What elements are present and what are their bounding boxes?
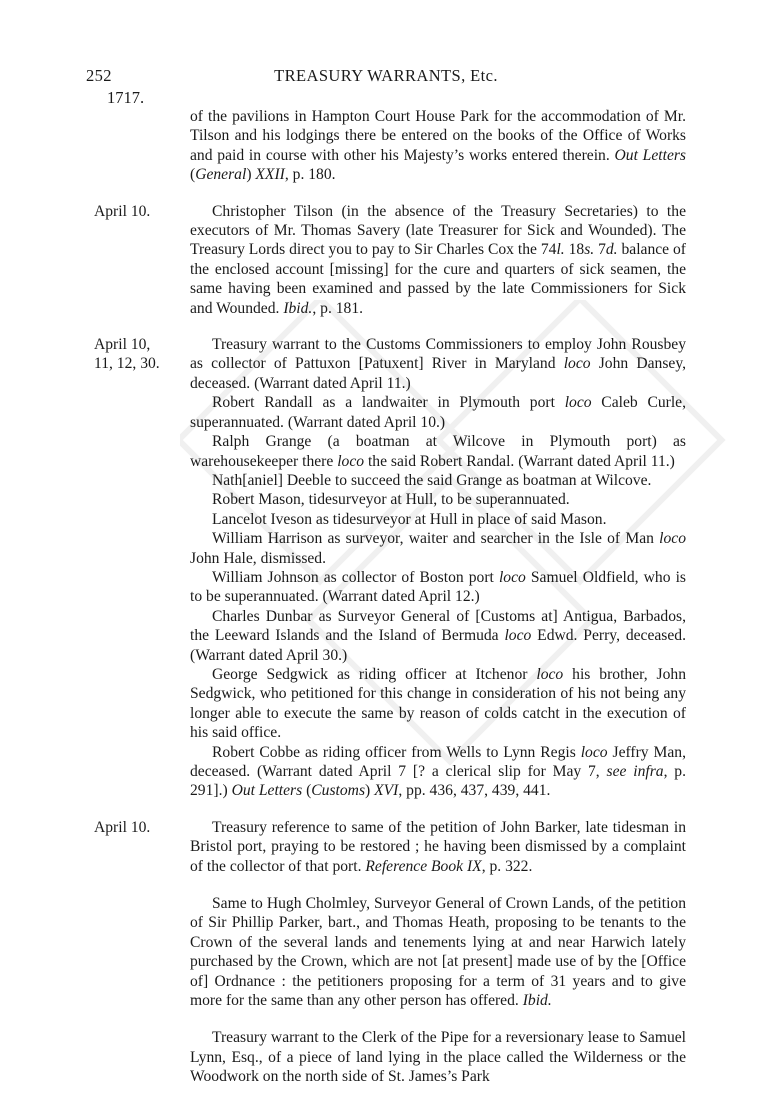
entry-text (190, 818, 686, 1087)
paragraph: Robert Mason, tidesurveyor at Hull, to be superannuated. (212, 491, 570, 509)
margin-date: April 10. (94, 818, 151, 836)
document-body (86, 107, 686, 1104)
paragraph: George Sedgwick as riding officer at Itchenor loco his brother, John Sedgwick, who petitioned for this change in consideration of his not being any longer able to execute the same by reason of colds catcht in the execution of his said office. (190, 665, 687, 742)
paragraph: Charles Dunbar as Surveyor General of [Customs at] Antigua, Barbados, the Leeward Islands and the Island of Bermuda loco Edwd. Perry, deceased. (Warrant dated April 30.) (190, 607, 686, 664)
margin-year: 1717. (107, 88, 145, 107)
margin-date (86, 107, 190, 185)
entry-text (190, 202, 686, 318)
paragraph: Lancelot Iveson as tidesurveyor at Hull in place of said Mason. (212, 510, 607, 528)
paragraph: William Johnson as collector of Boston port loco Samuel Oldfield, who is to be superannuated. (Warrant dated April 12.) (190, 568, 686, 606)
entry (86, 202, 686, 318)
paragraph: Christopher Tilson (in the absence of the Treasury Secretaries) to the executors of Mr. Thomas Savery (late Treasurer for Sick and Wounded). The Treasury Lords direct you to pay to Sir Charles Cox the 74l. 18s. 7d. balance of the enclosed account [missing] for the cure and quarters of sick seamen, the same having been examined and passed by the late Commissioners for Sick and Wounded. Ibid., p. 181. (190, 202, 687, 317)
entry (86, 107, 686, 185)
entry (86, 818, 686, 1087)
paragraph: Robert Cobbe as riding officer from Wells to Lynn Regis loco Jeffry Man, deceased. (Warrant dated April 7 [? a clerical slip for May 7, see infra, p. 291].) Out Letters (Customs) XVI, pp. 436, 437, 439, 441. (190, 743, 686, 800)
paragraph: Treasury warrant to the Customs Commissioners to employ John Rousbey as collector of Pattuxon [Patuxent] River in Maryland loco John Dansey, deceased. (Warrant dated April 11.) (190, 336, 686, 392)
entry-text (190, 107, 686, 185)
margin-date: April 10, 11, 12, 30. (94, 336, 160, 373)
page-number: 252 (86, 66, 112, 85)
running-title: TREASURY WARRANTS, Etc. (274, 66, 498, 85)
paragraph: Treasury reference to same of the petition of John Barker, late tidesman in Bristol port, praying to be restored ; he having been dismissed by a complaint of the collector of that port. Reference Book IX, p. 322. (190, 818, 686, 875)
paragraph: Ralph Grange (a boatman at Wilcove in Plymouth port) as warehousekeeper there loco the said Robert Randal. (Warrant dated April 11.) (190, 433, 686, 470)
running-header (86, 66, 686, 90)
paragraph: Same to Hugh Cholmley, Surveyor General of Crown Lands, of the petition of Sir Phillip Parker, bart., and Thomas Heath, proposing to be tenants to the Crown of the several lands and tenements lying at and near Harwich lately purchased by the Crown, which are not [at present] made use of by the [Office of] Ordnance : the petitioners proposing for a term of 31 years and to give more for the same than any other person has offered. Ibid. (190, 895, 686, 1010)
paragraph: Robert Randall as a landwaiter in Plymouth port loco Caleb Curle, superannuated. (Warrant dated April 10.) (190, 394, 686, 431)
paragraph: Nath[aniel] Deeble to succeed the said Grange as boatman at Wilcove. (212, 471, 652, 489)
paragraph: William Harrison as surveyor, waiter and searcher in the Isle of Man loco John Hale, dismissed. (190, 530, 686, 567)
entry-text (190, 335, 686, 801)
paragraph: of the pavilions in Hampton Court House Park for the accommodation of Mr. Tilson and his lodgings there be entered on the books of the Office of Works and paid in course with other his Majesty’s works entered therein. Out Letters (General) XXII, p. 180. (190, 108, 686, 184)
paragraph: Treasury warrant to the Clerk of the Pipe for a reversionary lease to Samuel Lynn, Esq., of a piece of land lying in the place called the Wilderness or the Woodwork on the north side of St. James’s Park (190, 1029, 686, 1086)
entry (86, 335, 686, 801)
margin-date: April 10. (94, 202, 151, 220)
